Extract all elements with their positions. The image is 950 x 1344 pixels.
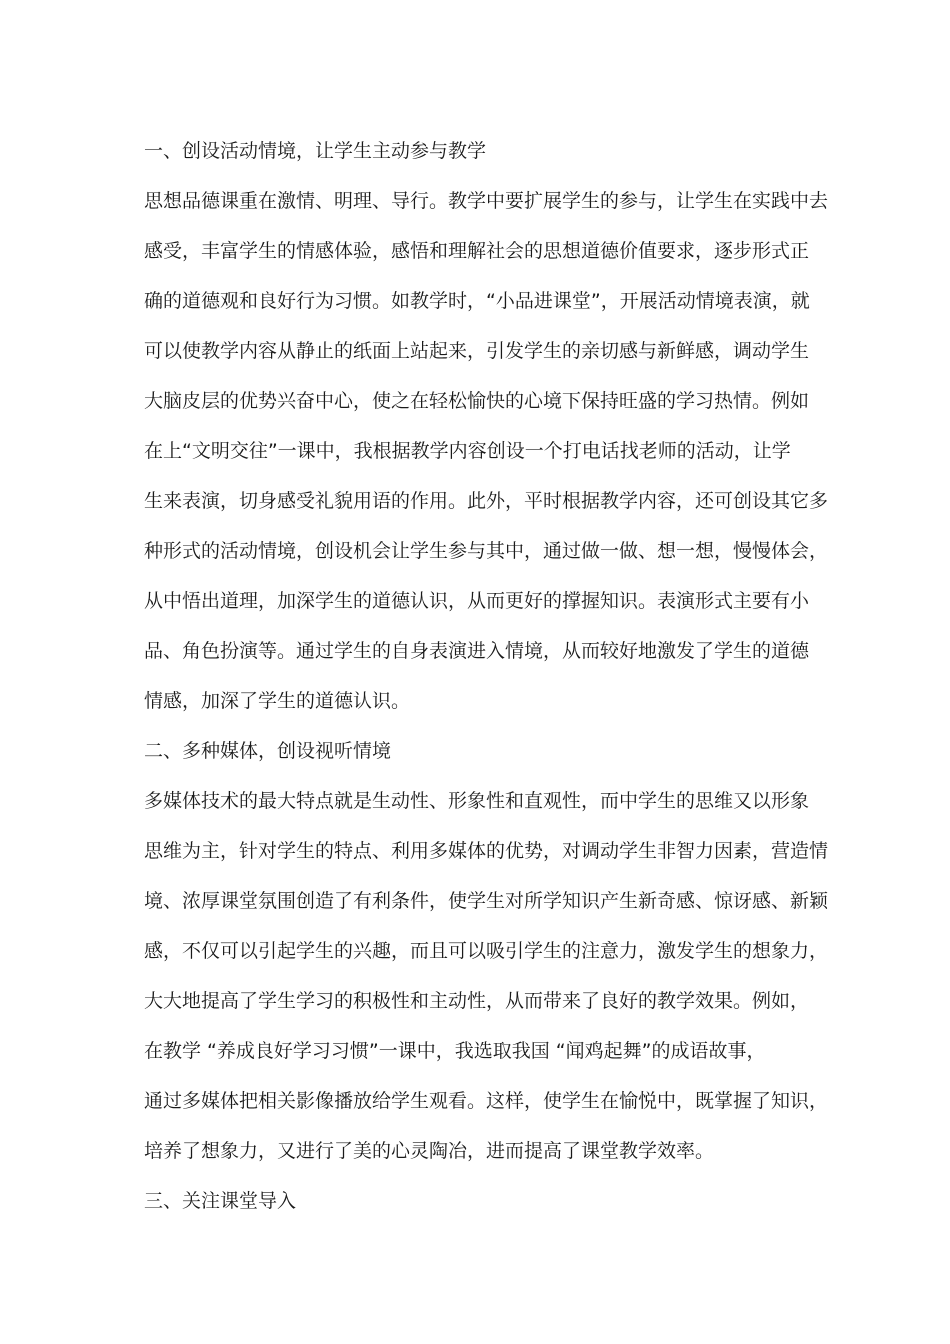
paragraph-line: 大大地提高了学生学习的积极性和主动性，从而带来了良好的教学效果。例如， bbox=[144, 990, 810, 1012]
paragraph-line: 在上“文明交往”一课中，我根据教学内容创设一个打电话找老师的活动，让学 bbox=[144, 440, 791, 462]
paragraph-line: 培养了想象力，又进行了美的心灵陶冶，进而提高了课堂教学效率。 bbox=[144, 1140, 715, 1162]
paragraph-line: 种形式的活动情境，创设机会让学生参与其中，通过做一做、想一想，慢慢体会， bbox=[144, 540, 829, 562]
paragraph-line: 思维为主，针对学生的特点、利用多媒体的优势，对调动学生非智力因素，营造情 bbox=[144, 840, 829, 862]
paragraph-line: 思想品德课重在激情、明理、导行。教学中要扩展学生的参与，让学生在实践中去 bbox=[144, 190, 829, 212]
section-heading: 三、关注课堂导入 bbox=[144, 1190, 297, 1212]
paragraph-line: 情感，加深了学生的道德认识。 bbox=[144, 690, 411, 712]
document-body bbox=[144, 129, 829, 1229]
paragraph-line: 通过多媒体把相关影像播放给学生观看。这样，使学生在愉悦中，既掌握了知识， bbox=[144, 1090, 829, 1112]
paragraph-line: 境、浓厚课堂氛围创造了有利条件，使学生对所学知识产生新奇感、惊讶感、新颖 bbox=[144, 890, 829, 912]
paragraph-line: 从中悟出道理，加深学生的道德认识，从而更好的撑握知识。表演形式主要有小 bbox=[144, 590, 810, 612]
paragraph-line: 多媒体技术的最大特点就是生动性、形象性和直观性，而中学生的思维又以形象 bbox=[144, 790, 810, 812]
section-heading: 二、多种媒体，创设视听情境 bbox=[144, 740, 392, 762]
paragraph-line: 可以使教学内容从静止的纸面上站起来，引发学生的亲切感与新鲜感，调动学生 bbox=[144, 340, 810, 362]
paragraph-line: 品、角色扮演等。通过学生的自身表演进入情境，从而较好地激发了学生的道德 bbox=[144, 640, 810, 662]
paragraph-line: 确的道德观和良好行为习惯。如教学时，“小品进课堂”，开展活动情境表演，就 bbox=[144, 290, 810, 312]
paragraph-line: 在教学 “养成良好学习习惯”一课中，我选取我国 “闻鸡起舞”的成语故事， bbox=[144, 1040, 766, 1062]
paragraph-line: 感受，丰富学生的情感体验，感悟和理解社会的思想道德价值要求，逐步形式正 bbox=[144, 240, 810, 262]
paragraph-line: 大脑皮层的优势兴奋中心，使之在轻松愉快的心境下保持旺盛的学习热情。例如 bbox=[144, 390, 810, 412]
paragraph-line: 感，不仅可以引起学生的兴趣，而且可以吸引学生的注意力，激发学生的想象力， bbox=[144, 940, 829, 962]
paragraph-line: 生来表演，切身感受礼貌用语的作用。此外，平时根据教学内容，还可创设其它多 bbox=[144, 490, 829, 512]
section-heading: 一、创设活动情境，让学生主动参与教学 bbox=[144, 140, 487, 162]
